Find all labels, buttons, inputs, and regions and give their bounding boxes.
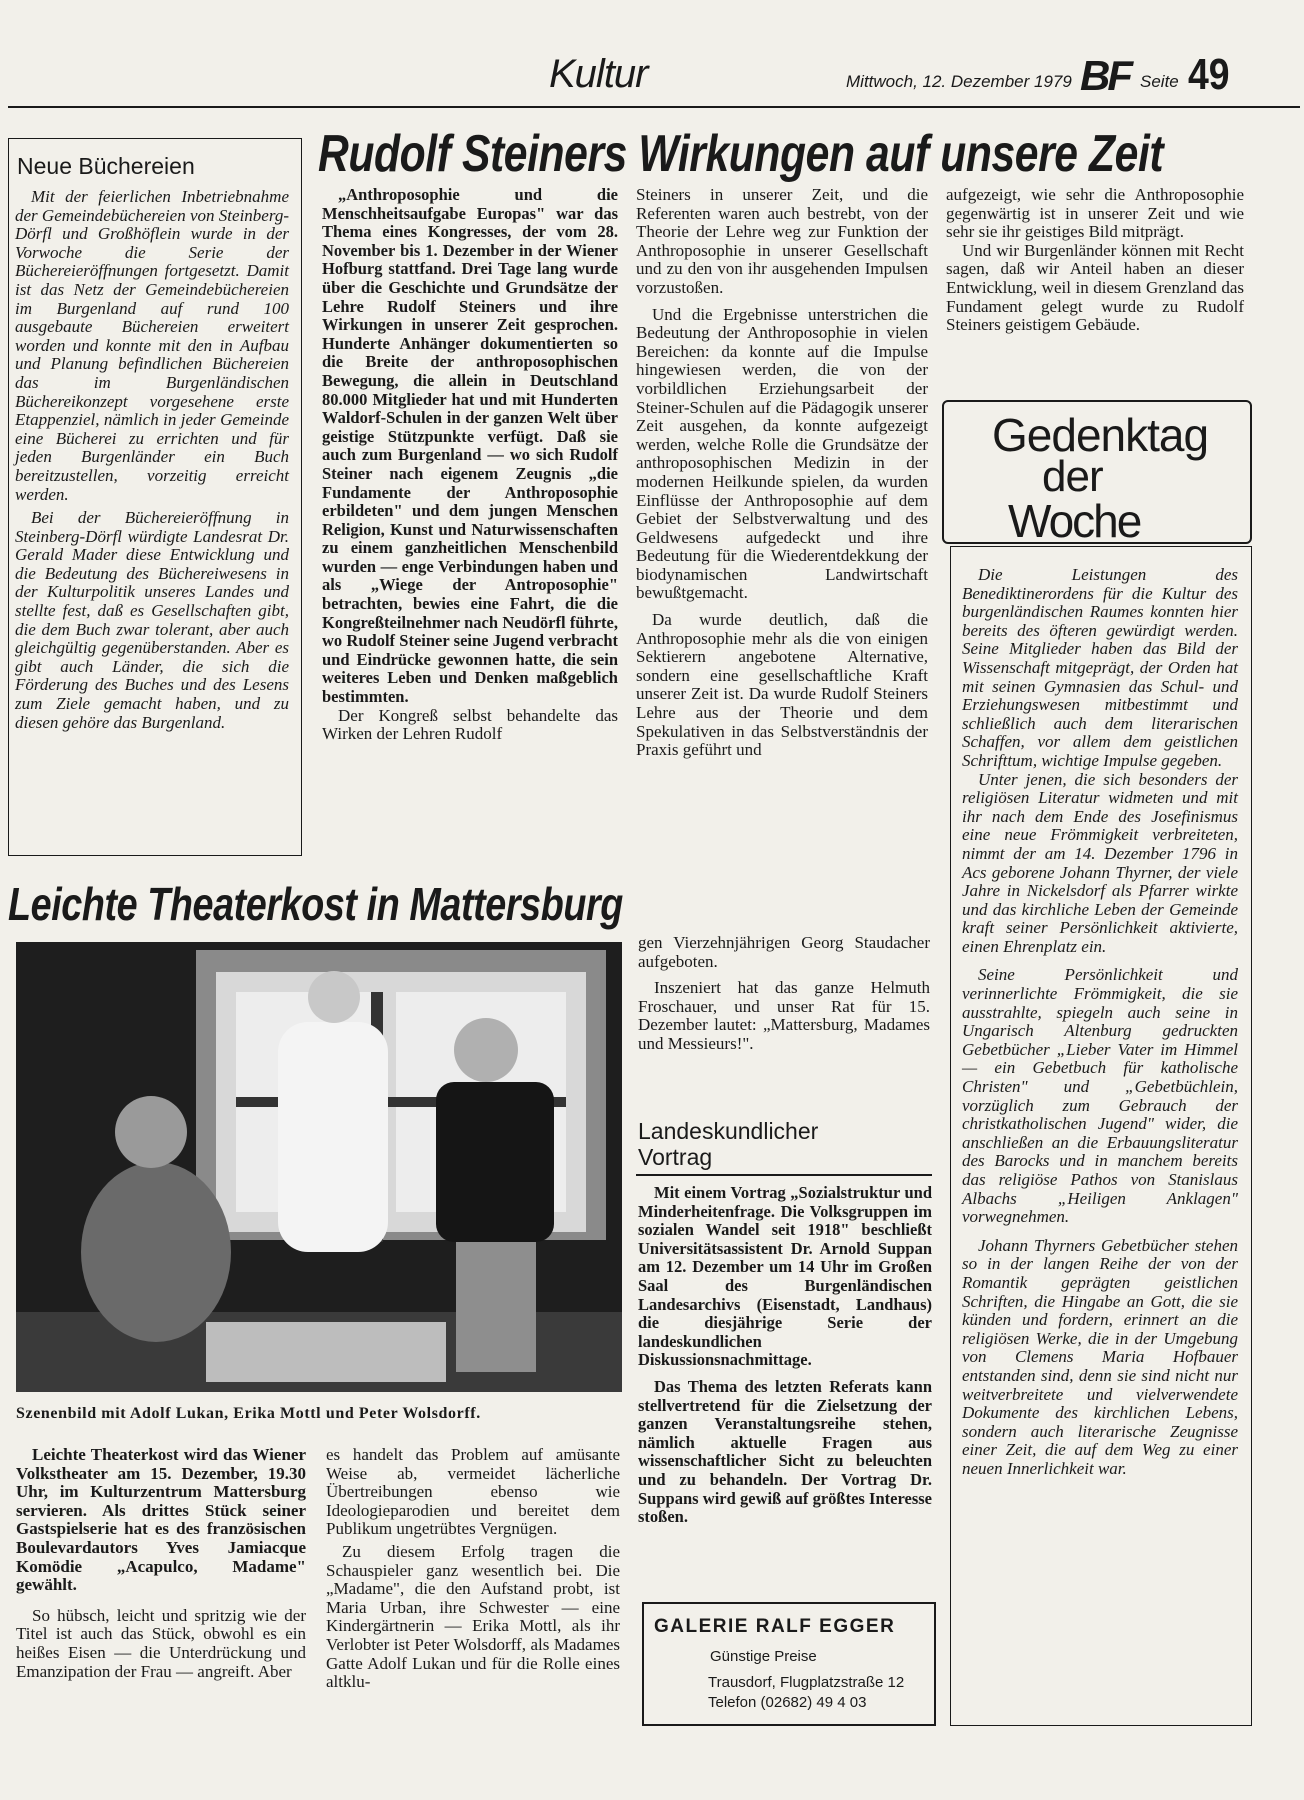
galerie-phone: Telefon (02682) 49 4 03 xyxy=(708,1694,867,1711)
gedenktag-title-3: Woche xyxy=(1008,495,1141,547)
buechereien-paragraph: Bei der Büchereieröffnung in Steinberg-Dörfl würdigte Landesrat Dr. Gerald Mader diese Entwicklung und die Bedeutung des Büchereiwesens in der Kulturpolitik unseres Landes und stellte fest, daß es Gesellschaften gibt, die dem Buch zwar tolerant, aber auch gleichgültig gegenüberstanden. Aber es gibt auch Länder, die sich die Förderung des Buches und des Lesens zum Ziele gemacht haben, und zu diesen gehöre das Burgenland. xyxy=(15,508,289,732)
steiner-column-3 xyxy=(946,186,1244,335)
theater-paragraph: es handelt das Problem auf amüsante Weise ab, vermeidet lächerliche Übertreibungen ebenso wie Ideologieparodien und bereitet dem Publikum ungetrübtes Vergnügen. xyxy=(326,1445,620,1539)
gedenktag-title-2: der xyxy=(1042,452,1103,501)
steiner-headline: Rudolf Steiners Wirkungen auf unsere Zeit xyxy=(318,125,1164,183)
vortrag-paragraph: Mit einem Vortrag „Sozialstruktur und Minderheitenfrage. Die Volksgruppen im sozialen Wandel seit 1918" beschließt Universitätsassistent Dr. Arnold Suppan am 12. Dezember um 14 Uhr im Großen Saal des Burgenländischen Landesarchivs (Eisenstadt, Landhaus) die diesjährige Serie der landeskundlichen Diskussionsnachmittage. xyxy=(638,1183,932,1370)
theater-column-1 xyxy=(16,1446,306,1681)
theater-paragraph: gen Vierzehnjährigen Georg Staudacher aufgeboten. xyxy=(638,933,930,971)
newspaper-logo: BF xyxy=(1080,52,1130,99)
steiner-paragraph: Steiners in unserer Zeit, und die Referenten waren auch bestrebt, von der Theorie der Lehre weg zur Funktion der Anthroposophie in unserer Gesellschaft und zu den von ihr ausgehenden Impulsen vorzustoßen. xyxy=(636,185,928,297)
galerie-tagline: Günstige Preise xyxy=(710,1648,817,1665)
buechereien-title: Neue Büchereien xyxy=(17,153,195,179)
page-label: Seite xyxy=(1140,72,1179,91)
vortrag-body xyxy=(638,1184,932,1527)
steiner-paragraph: Und wir Burgenländer können mit Recht sagen, daß wir Anteil haben an dieser Entwicklung, weil in diesem Grenzland das Fundament gelegt wurde zu Rudolf Steiners geistigem Gebäude. xyxy=(946,240,1244,335)
scene-photo xyxy=(16,942,622,1392)
theater-paragraph: So hübsch, leicht und spritzig wie der Titel ist auch das Stück, obwohl es ein heißes Eisen — die Unterdrückung und Emanzipation der Frau — angreift. Aber xyxy=(16,1605,306,1681)
section-title: Kultur xyxy=(549,52,648,96)
theater-column-3 xyxy=(638,934,930,1054)
buechereien-paragraph: Mit der feierlichen Inbetriebnahme der Gemeindebüchereien von Steinberg-Dörfl und Großhöflein wurde in der Vorwoche die Serie der Büchereieröffnungen fortgesetzt. Damit ist das Netz der Gemeindebüchereien im Burgenland auf rund 100 ausgebaute Büchereien erweitert worden und konnte mit den in Aufbau und Planung befindlichen Büchereien das im Burgenländischen Büchereikonzept vorgesehene erste Etappenziel, nämlich in jeder Gemeinde eine Bücherei zu errichten und für jeden Burgenländer ein Buch bereitzustellen, vorzeitig erreicht werden. xyxy=(15,187,289,504)
vortrag-title: Landeskundlicher Vortrag xyxy=(638,1118,819,1170)
gedenktag-body xyxy=(962,566,1238,1479)
steiner-lead: „Anthroposophie und die Menschheitsaufgabe Europas" war das Thema eines Kongresses, der vom 28. November bis 1. Dezember in der Wiener Hofburg stattfand. Drei Tage lang wurde über die Geschichte und Grundsätze der Lehre Rudolf Steiners und ihre Wirkungen in unserer Zeit gesprochen. Hunderte Anhänger dokumentierten so die Breite der anthroposophischen Bewegung, die allein in Deutschland 80.000 Mitglieder hat und mit Hunderten Waldorf-Schulen in der ganzen Welt über geistige Stützpunkte verfügt. Daß sie auch zum Burgenland — wo sich Rudolf Steiner nach eigenem Zeugnis „die Fundamente der Anthroposophie erbildeten" und dem jungen Menschen Religion, Kunst und Naturwissenschaften zu einem ganzheitlichen Menschenbild wurden — enge Verbindungen haben und als „Wiege der Antroposophie" betrachten, bewies eine Fahrt, die die Kongreßteilnehmer nach Neudörfl führte, wo Rudolf Steiner seine Jugend verbracht und Eindrücke gewonnen hatte, die sein weiteres Leben und Denken maßgeblich bestimmten. xyxy=(322,185,618,707)
steiner-column-1 xyxy=(322,186,618,744)
galerie-address: Trausdorf, Flugplatzstraße 12 xyxy=(708,1674,905,1691)
steiner-paragraph: Da wurde deutlich, daß die Anthroposophie mehr als die von einigen Sektierern angebotene Alternative, sondern eine gesellschaftliche Kraft unserer Zeit ist. Da wurde Rudolf Steiners Lehre aus der Theorie und dem Spekulativen in das Selbstverständnis der Praxis geführt und xyxy=(636,610,928,760)
theater-lead: Leichte Theaterkost wird das Wiener Volkstheater am 15. Dezember, 19.30 Uhr, im Kulturzentrum Mattersburg servieren. Als drittes Stück seiner Gastspielserie hat es des französischen Boulevardautors Yves Jamiacque Komödie „Acapulco, Madame" gewählt. xyxy=(16,1445,306,1595)
buechereien-body xyxy=(15,188,289,732)
vortrag-paragraph: Das Thema des letzten Referats kann stellvertretend für die Zielsetzung der ganzen Veranstaltungsreihe stehen, nämlich aktuelle Fragen aus wissenschaftlicher Sicht zu beleuchten und zu behandeln. Der Vortrag Dr. Suppans wird gewiß auf größtes Interesse stoßen. xyxy=(638,1376,932,1527)
gedenktag-paragraph: Seine Persönlichkeit und verinnerlichte Frömmigkeit, die sie ausstrahlte, spiegeln auch seine in Ungarisch Altenburg gedruckten Gebetbücher „Lieber Vater im Himmel — ein Gebetbuch für katholische Christen" und „Gebetbüchlein, vorzüglich zum Gebrauch der christkatholischen Jugend" wider, die anschließen an die Erbauungsliteratur des Barocks und in manchem bereits das religiöse Pathos von Stanislaus Albachs „Heiligen Anklagen" vorwegnehmen. xyxy=(962,965,1238,1227)
steiner-paragraph: Und die Ergebnisse unterstrichen die Bedeutung der Anthroposophie in vielen Bereichen: da konnte auf die Impulse hingewiesen werden, die von der vorbildlichen Erziehungsarbeit der Steiner-Schulen auf die Pädagogik unserer Zeit ausgehen, da konnte aufgezeigt werden, welche Rolle die Grundsätze der anthroposophischen Medizin in der modernen Heilkunde spielen, da wurden Einflüsse der Anthroposophie auf dem Gebiet der Selbstverwaltung und des Geldwesens aufgedeckt und ihre Bedeutung für die Wiederentdekkung der biodynamischen Landwirtschaft bewußtgemacht. xyxy=(636,304,928,603)
scene-photo-image xyxy=(16,942,622,1392)
steiner-paragraph: Der Kongreß selbst behandelte das Wirken der Lehren Rudolf xyxy=(322,705,618,744)
theater-headline: Leichte Theaterkost in Mattersburg xyxy=(8,878,623,930)
gedenktag-title-1: Gedenktag xyxy=(992,409,1209,461)
photo-caption: Szenenbild mit Adolf Lukan, Erika Mottl und Peter Wolsdorff. xyxy=(16,1405,481,1422)
page-number: 49 xyxy=(1188,50,1230,99)
vortrag-rule xyxy=(636,1174,932,1176)
theater-paragraph: Inszeniert hat das ganze Helmuth Froschauer, und unser Rat für 15. Dezember lautet: „Mattersburg, Madames und Messieurs!". xyxy=(638,978,930,1053)
steiner-column-2 xyxy=(636,186,928,760)
gedenktag-paragraph: Unter jenen, die sich besonders der religiösen Literatur widmeten und mit ihr nach dem Ende des Josefinismus eine neue Frömmigkeit verbreiteten, nimmt der am 14. Dezember 1796 in Acs geborene Johann Thyrner, der viele Jahre in Nickelsdorf als Pfarrer wirkte und das kirchliche Leben der Gemeinde kraft seiner Persönlichkeit aktivierte, einen Ehrenplatz ein. xyxy=(962,769,1238,956)
gedenktag-paragraph: Johann Thyrners Gebetbücher stehen so in der langen Reihe der von der Romantik geprägten geistlichen Schriften, die Hingabe an Gott, die sie künden und fordern, erinnert an die religiösen Werke, die in der Umgebung von Clemens Maria Hofbauer entstanden sind, denn sie sind nicht nur weitverbreitete und vielverwendete Dokumente des kirchlichen Lebens, sondern auch literarische Zeugnisse einer Zeit, die auf dem Weg zu einer neuen Innerlichkeit war. xyxy=(962,1235,1238,1478)
theater-paragraph: Zu diesem Erfolg tragen die Schauspieler ganz wesentlich bei. Die „Madame", die den Aufstand probt, ist Maria Urban, ihre Schwester — eine Kindergärtnerin — Erika Mottl, als ihr Verlobter ist Peter Wolsdorff, als Madames Gatte Adolf Lukan und für die Rolle eines altklu- xyxy=(326,1541,620,1692)
gedenktag-paragraph: Die Leistungen des Benediktinerordens für die Kultur des burgenländischen Raumes konnten hier bereits des öfteren gewürdigt werden. Seine Mitglieder haben das Bild der Wissenschaft mitgeprägt, der Orden hat mit seinen Gymnasien das Schul- und Erziehungswesen mitbestimmt und schließlich auch dem literarischen Schaffen, vor allem dem geistlichen Schrifttum, wichtige Impulse gegeben. xyxy=(962,565,1238,770)
issue-date: Mittwoch, 12. Dezember 1979 xyxy=(846,72,1072,91)
galerie-name: GALERIE RALF EGGER xyxy=(654,1616,896,1637)
header-rule xyxy=(8,106,1300,108)
steiner-paragraph: aufgezeigt, wie sehr die Anthroposophie gegenwärtig ist in unserer Zeit und wie sehr sie ihr geistiges Bild mitprägt. xyxy=(946,185,1244,242)
theater-column-2 xyxy=(326,1446,620,1692)
